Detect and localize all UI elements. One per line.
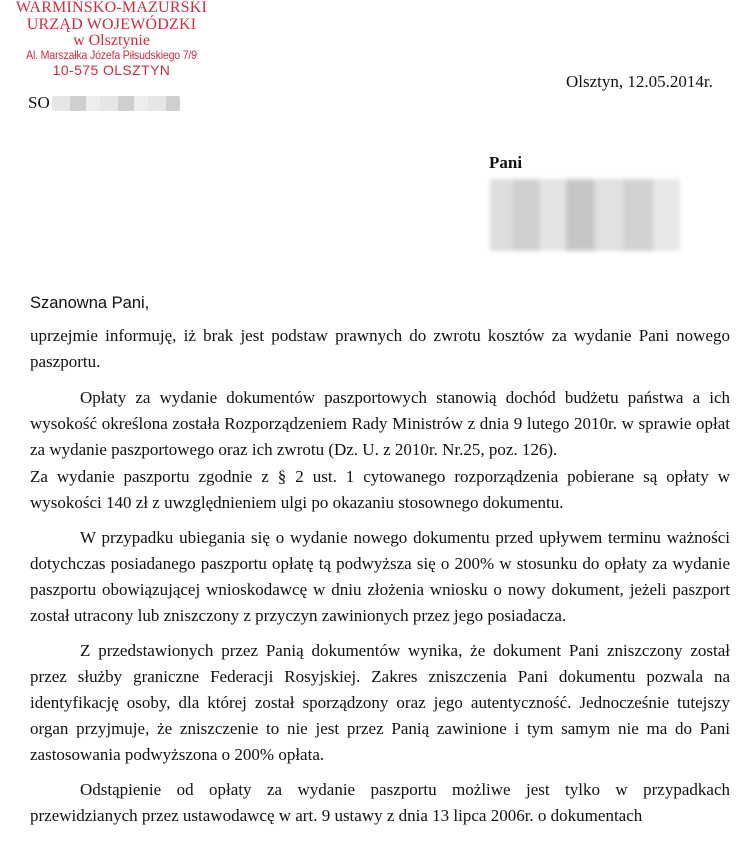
letter-body <box>30 290 730 829</box>
paragraph-4: W przypadku ubiegania się o wydanie nowego dokumentu przed upływem terminu ważności dotychczas posiadanego paszportu opłatę tą podwyższa się o 200% w stosunku do opłaty za wydanie paszportu obowiązującej wnioskodawcę w dniu złożenia wniosku o nowy dokument, jeżeli paszport został utracony lub zniszczony z przyczyn zawinionych przez jego posiadacza. <box>30 528 730 625</box>
office-stamp <box>4 0 219 78</box>
stamp-line-street: Al. Marszałka Józefa Piłsudskiego 7/9 <box>26 48 197 62</box>
reference-prefix: SO <box>28 93 50 112</box>
reference-number <box>28 93 180 113</box>
paragraph-5: Z przedstawionych przez Panią dokumentów wynika, że dokument Pani zniszczony został przez służby graniczne Federacji Rosyjskiej. Zakres zniszczenia Pani dokumentu pozwala na identyfikację osoby, dla której został sporządzony oraz jego autentyczność. Jednocześnie tutejszy organ przyjmuje, że zniszczenie to nie jest przez Panią zawinione i tym samym nie ma do Pani zastosowania podwyższona o 200% opłata. <box>30 641 730 764</box>
letter-date: Olsztyn, 12.05.2014r. <box>566 72 713 91</box>
redacted-reference <box>52 96 180 111</box>
stamp-line-postcode: 10-575 OLSZTYN <box>52 62 171 78</box>
stamp-line-city: w Olsztynie <box>73 32 150 49</box>
recipient-salutation: Pani <box>489 153 523 172</box>
paragraph-3: Za wydanie paszportu zgodnie z § 2 ust. 1 cytowanego rozporządzenia pobierane są opłaty w wysokości 140 zł z uwzględnieniem ulgi po okazaniu stosownego dokumentu. <box>30 467 730 512</box>
paragraph-6: Odstąpienie od opłaty za wydanie paszportu możliwe jest tylko w przypadkach przewidzianych przez ustawodawcę w art. 9 ustawy z dnia 13 lipca 2006r. o dokumentach <box>30 780 730 825</box>
recipient-block <box>490 153 680 256</box>
paragraph-2: Opłaty za wydanie dokumentów paszportowych stanowią dochód budżetu państwa a ich wysokość określona została Rozporządzeniem Rady Ministrów z dnia 9 lutego 2010r. w sprawie opłat za wydanie paszportowego oraz ich zwrotu (Dz. U. z 2010r. Nr.25, poz. 126). <box>30 388 730 459</box>
paragraph-1: uprzejmie informuję, iż brak jest podstaw prawnych do zwrotu kosztów za wydanie Pani nowego paszportu. <box>30 326 730 371</box>
letter-greeting: Szanowna Pani, <box>30 294 150 312</box>
stamp-line-office-region: WARMIŃSKO-MAZURSKI <box>15 0 208 16</box>
stamp-line-office-name: URZĄD WOJEWÓDZKI <box>26 16 197 33</box>
redacted-recipient-name <box>490 179 680 251</box>
